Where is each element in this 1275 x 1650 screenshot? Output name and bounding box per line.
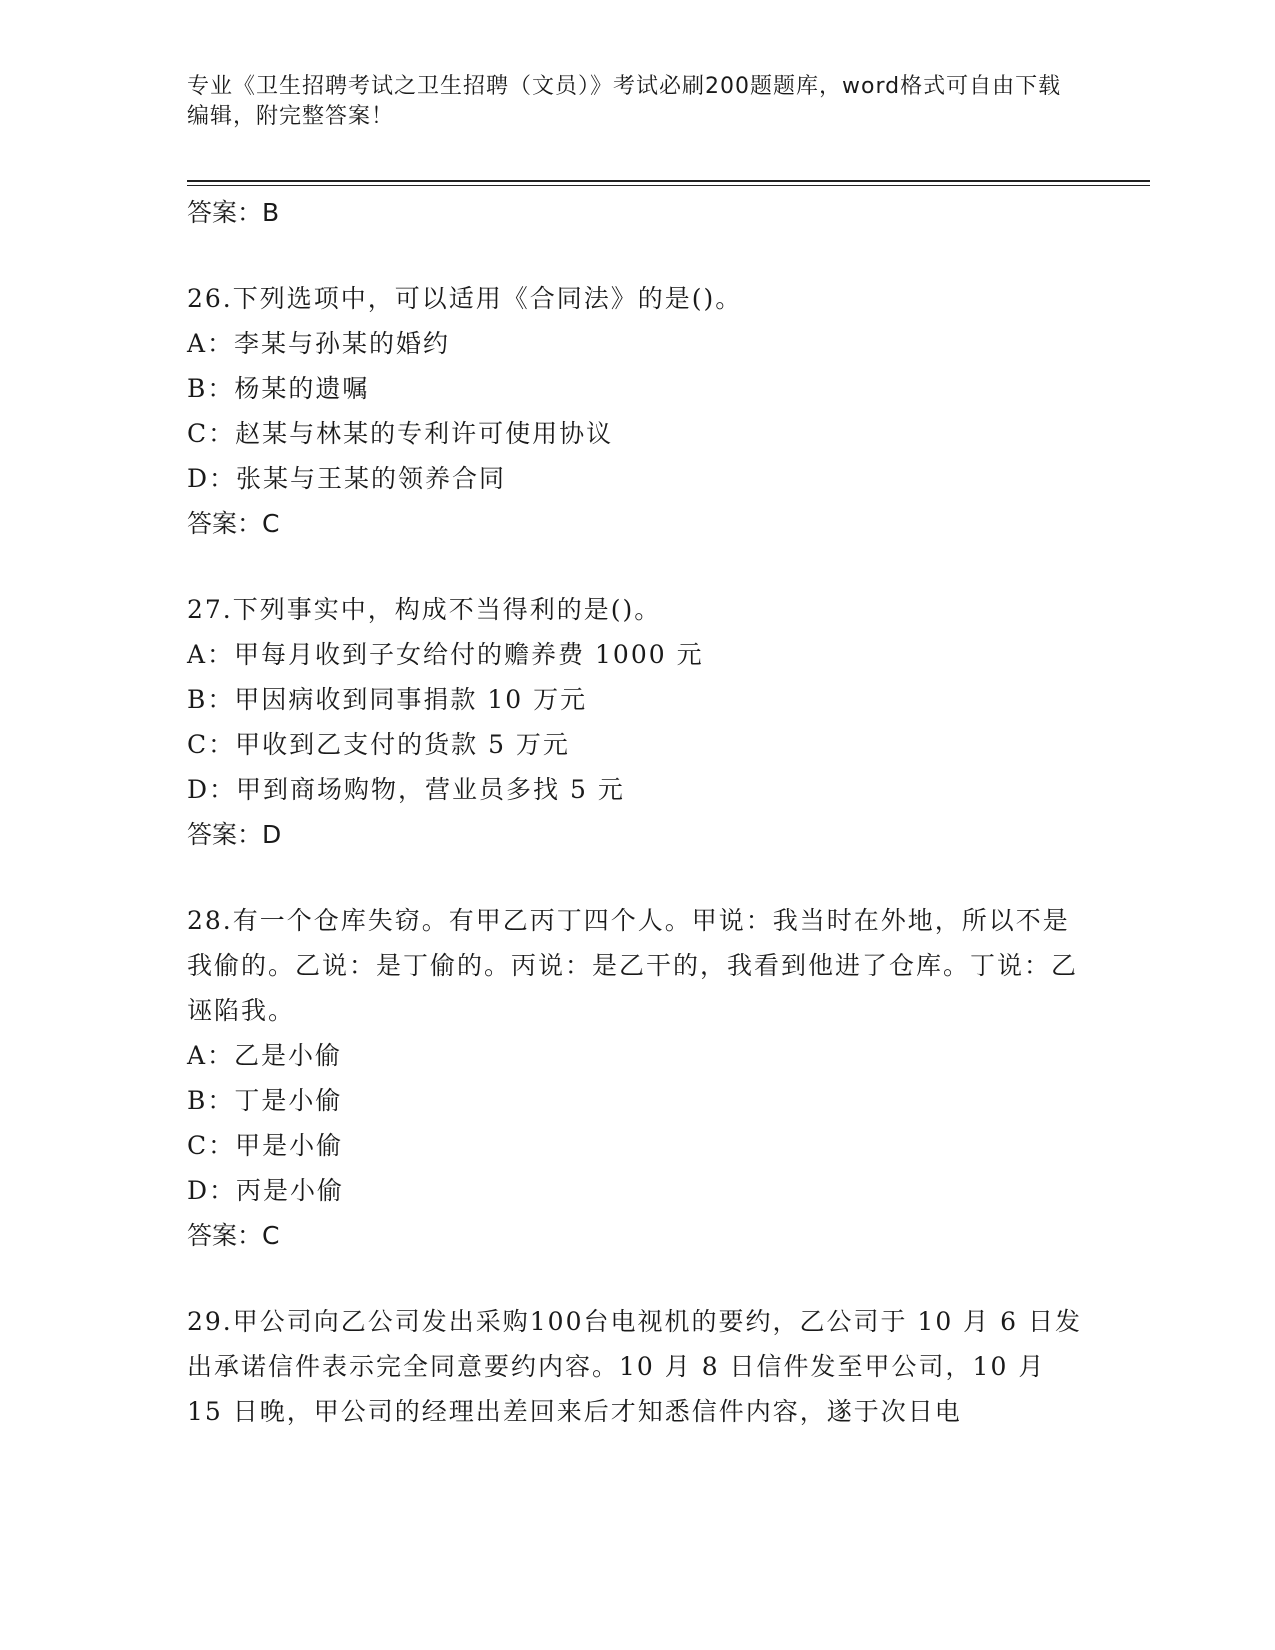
option-d: D：甲到商场购物，营业员多找 5 元 <box>187 775 625 804</box>
option-b: B：杨某的遗嘱 <box>187 374 370 403</box>
question-list <box>187 190 1087 1434</box>
option-a: A：李某与孙某的婚约 <box>187 329 451 358</box>
option-c: C：甲收到乙支付的货款 5 万元 <box>187 730 570 759</box>
question-27 <box>187 587 1087 858</box>
option-a: A：甲每月收到子女给付的赡养费 1000 元 <box>187 640 704 669</box>
question-stem: 28.有一个仓库失窃。有甲乙丙丁四个人。甲说：我当时在外地，所以不是我偷的。乙说：是丁偷的。丙说：是乙干的，我看到他进了仓库。丁说：乙诬陷我。 <box>187 906 1079 1025</box>
question-28 <box>187 898 1087 1259</box>
header-divider-thin <box>187 185 1150 186</box>
option-b: B：丁是小偷 <box>187 1086 343 1115</box>
answer-26: 答案：C <box>187 509 280 538</box>
option-d: D：张某与王某的领养合同 <box>187 464 507 493</box>
option-c: C：赵某与林某的专利许可使用协议 <box>187 419 614 448</box>
answer-25: 答案：B <box>187 198 280 227</box>
option-d: D：丙是小偷 <box>187 1176 345 1205</box>
question-26 <box>187 276 1087 547</box>
option-b: B：甲因病收到同事捐款 10 万元 <box>187 685 588 714</box>
question-29 <box>187 1299 1087 1434</box>
document-header: 专业《卫生招聘考试之卫生招聘（文员）》考试必刷200题题库，word格式可自由下载编辑，附完整答案！ <box>187 74 1062 129</box>
header-divider-thick <box>187 180 1150 182</box>
question-stem: 26.下列选项中，可以适用《合同法》的是()。 <box>187 284 743 313</box>
option-a: A：乙是小偷 <box>187 1041 343 1070</box>
answer-27: 答案：D <box>187 820 282 849</box>
option-c: C：甲是小偷 <box>187 1131 344 1160</box>
answer-28: 答案：C <box>187 1221 280 1250</box>
question-stem: 29.甲公司向乙公司发出采购100台电视机的要约，乙公司于 10 月 6 日发出承诺信件表示完全同意要约内容。10 月 8 日信件发至甲公司，10 月 15 日晚，甲公司的经理出差回来后才知悉信件内容，遂于次日电 <box>187 1307 1082 1426</box>
question-stem: 27.下列事实中，构成不当得利的是()。 <box>187 595 662 624</box>
